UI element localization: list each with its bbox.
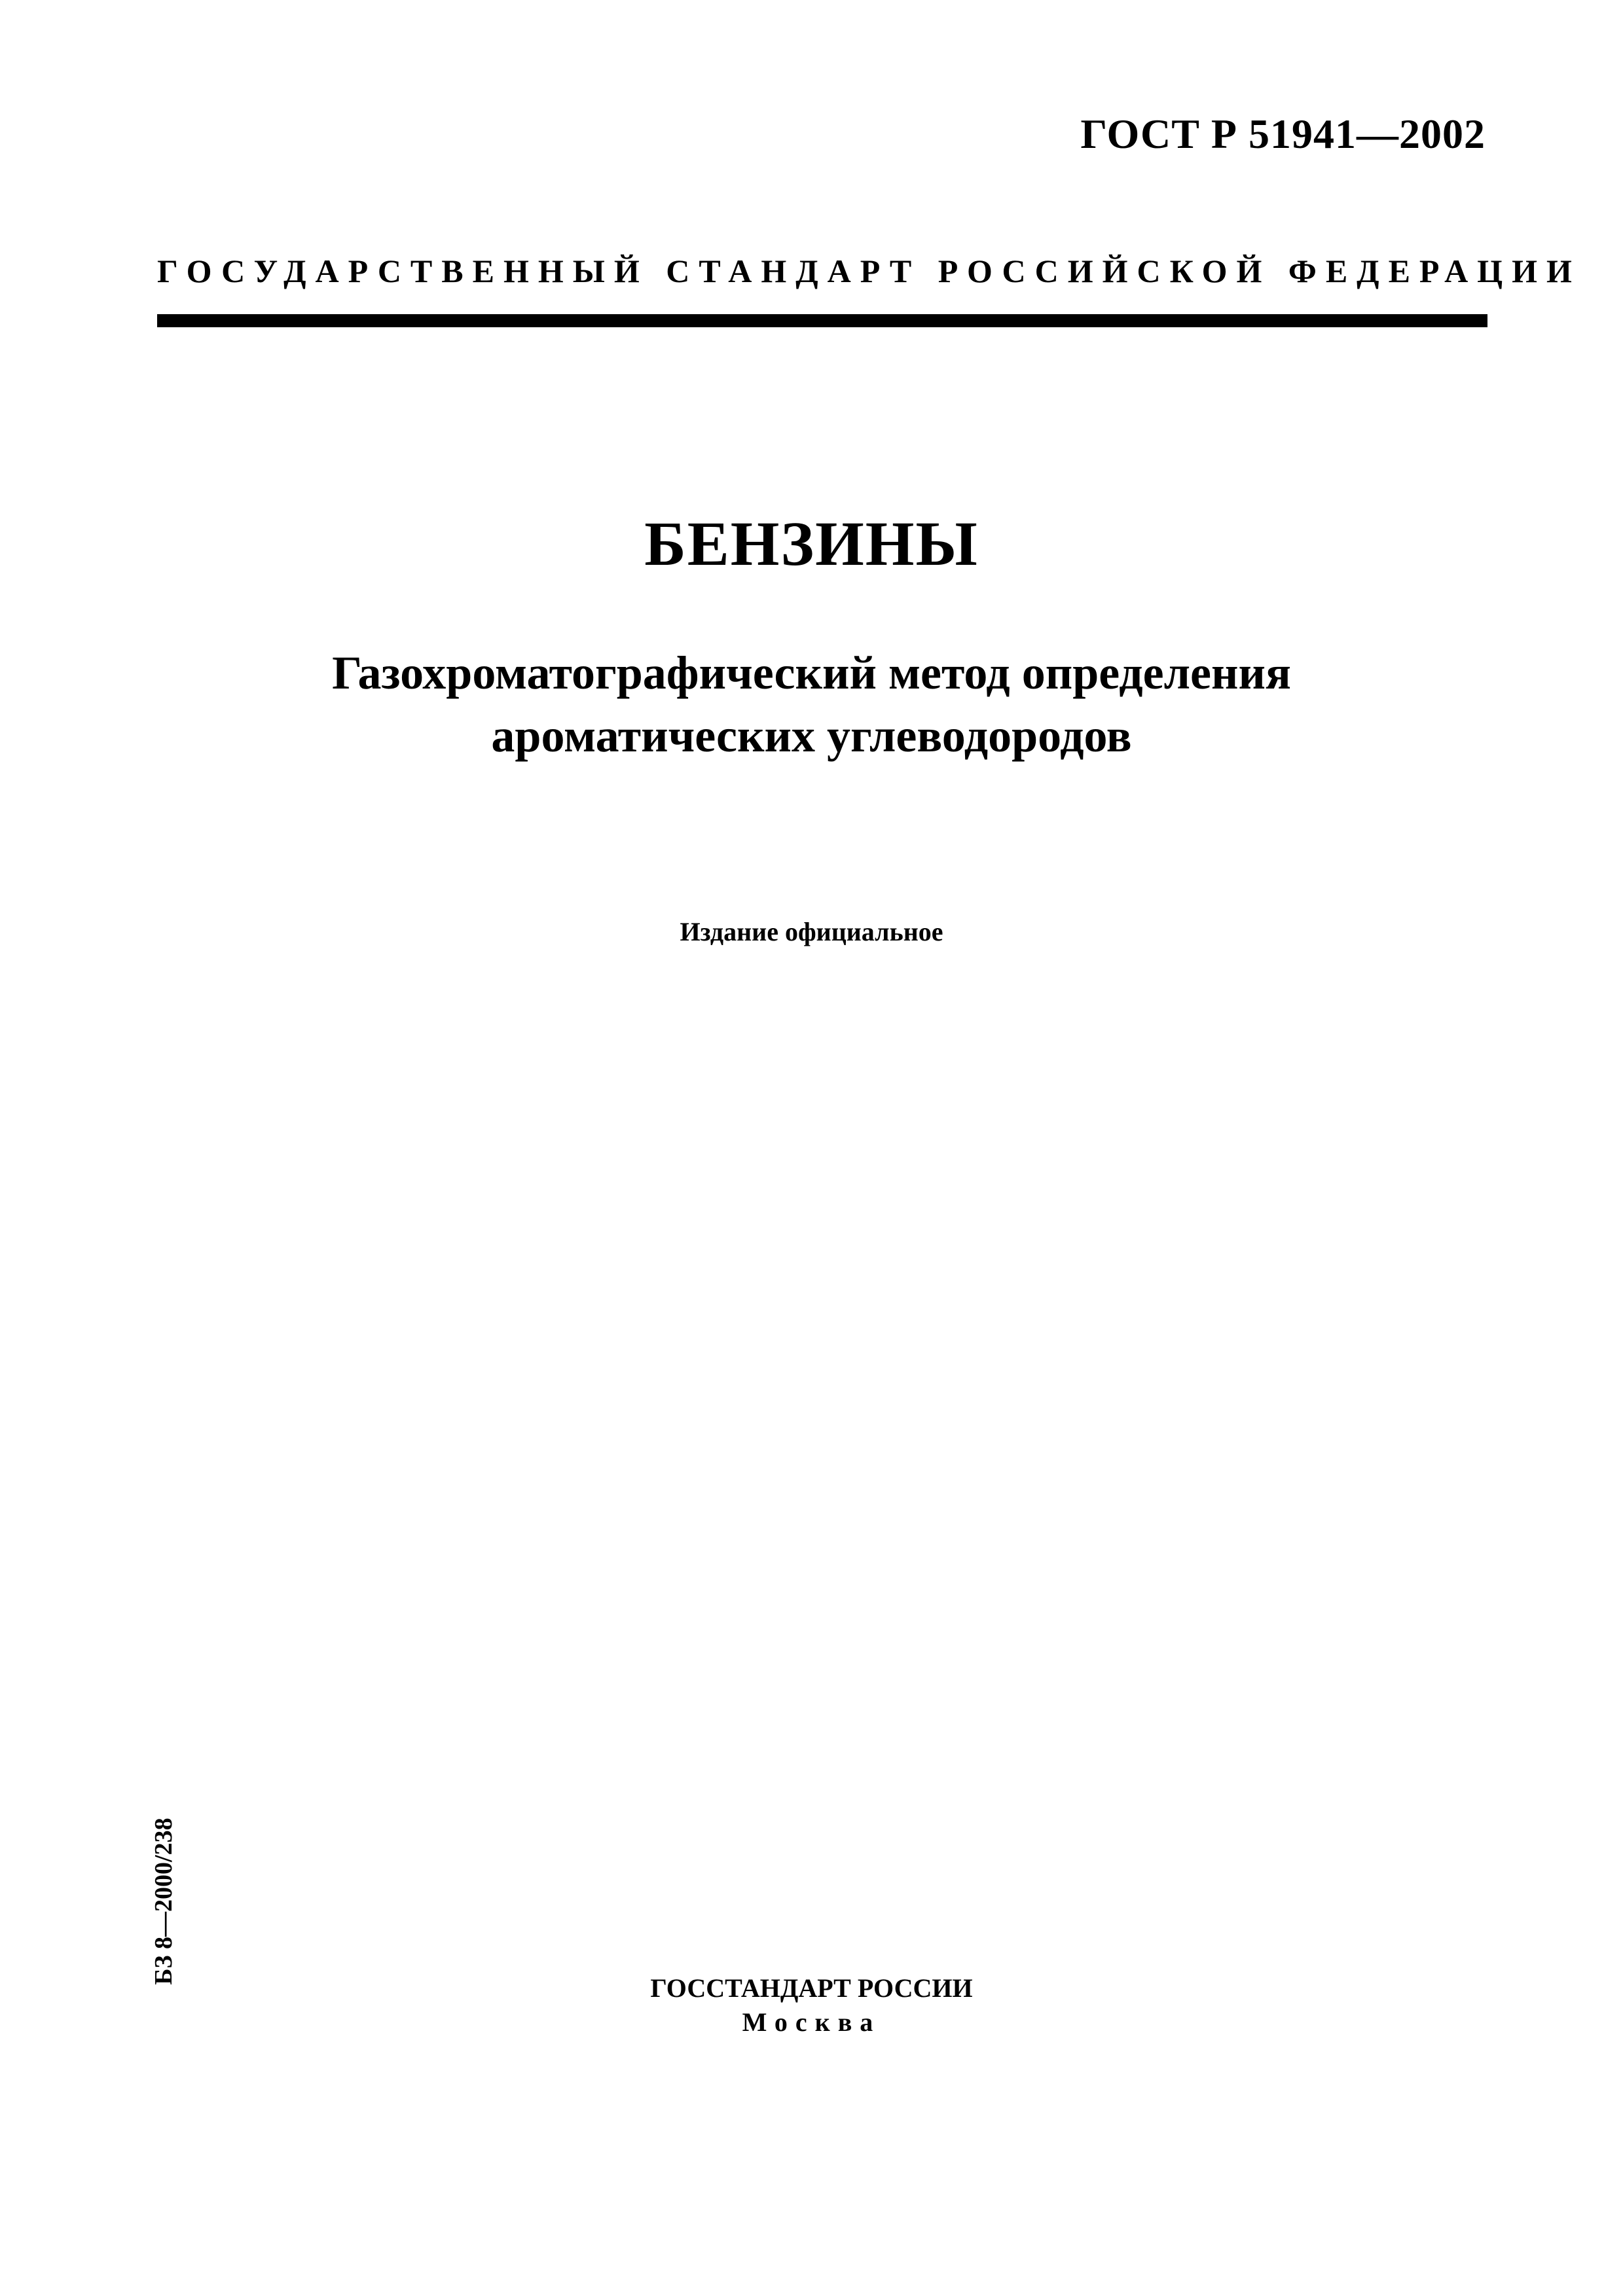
standard-header: ГОСУДАРСТВЕННЫЙ СТАНДАРТ РОССИЙСКОЙ ФЕДЕРАЦИИ — [157, 253, 1581, 289]
document-title: БЕНЗИНЫ — [644, 509, 979, 579]
publisher-city: Москва — [742, 2007, 881, 2037]
edition-label: Издание официальное — [680, 917, 943, 946]
publisher-name: ГОССТАНДАРТ РОССИИ — [650, 1973, 973, 2003]
subtitle-line-1: Газохроматографический метод определения — [332, 647, 1291, 699]
standard-number: ГОСТ Р 51941—2002 — [1080, 111, 1486, 157]
subtitle-line-2: ароматических углеводородов — [491, 709, 1132, 762]
side-catalog-code: БЗ 8—2000/238 — [150, 1818, 177, 1985]
publisher-block — [0, 1971, 1623, 2039]
header-rule-divider — [157, 314, 1487, 327]
document-subtitle — [0, 641, 1623, 767]
